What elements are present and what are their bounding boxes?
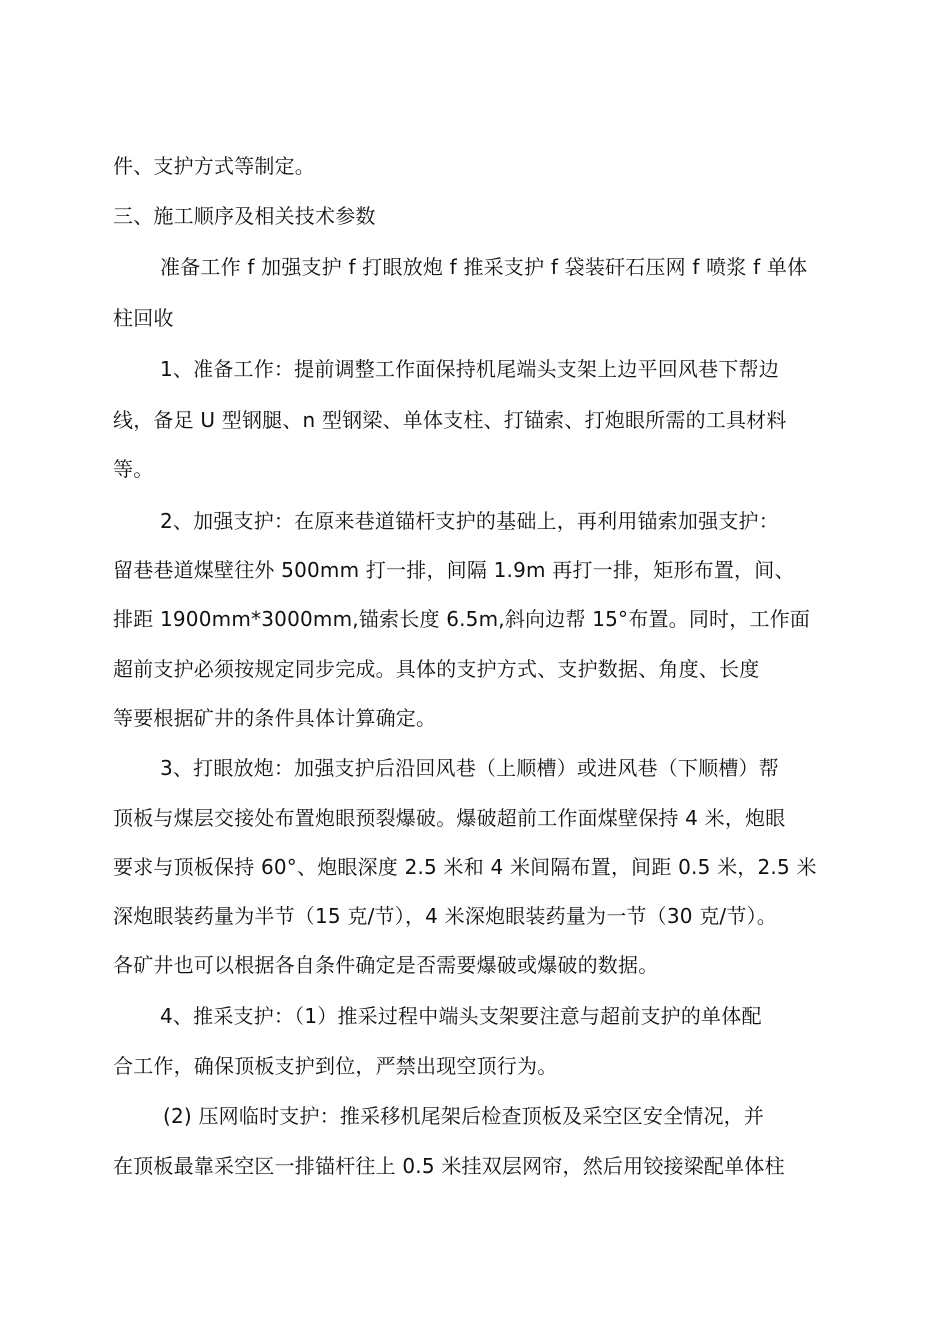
text-line: 1、准备工作：提前调整工作面保持机尾端头支架上边平回风巷下帮边 [160, 357, 779, 381]
text-line: 各矿井也可以根据各自条件确定是否需要爆破或爆破的数据。 [113, 953, 659, 977]
text-line: 留巷巷道煤壁往外 500mm 打一排，间隔 1.9m 再打一排，矩形布置，间、 [113, 558, 795, 582]
text-line: 件、支护方式等制定。 [113, 154, 315, 178]
text-line: 在顶板最靠采空区一排锚杆往上 0.5 米挂双层网帘，然后用铰接梁配单体柱 [113, 1154, 785, 1178]
text-line: 深炮眼装药量为半节（15 克/节），4 米深炮眼装药量为一节（30 克/节）。 [113, 904, 777, 928]
text-line: 柱回收 [113, 306, 174, 330]
text-line: 等要根据矿井的条件具体计算确定。 [113, 706, 437, 730]
section-heading: 三、施工顺序及相关技术参数 [113, 204, 376, 228]
text-line: 超前支护必须按规定同步完成。具体的支护方式、支护数据、角度、长度 [113, 657, 760, 681]
text-line: 等。 [113, 457, 154, 481]
text-line: 准备工作 f 加强支护 f 打眼放炮 f 推采支护 f 袋装矸石压网 f 喷浆 f 单体 [160, 255, 808, 279]
text-line: 顶板与煤层交接处布置炮眼预裂爆破。爆破超前工作面煤壁保持 4 米，炮眼 [113, 806, 786, 830]
text-line: 3、打眼放炮：加强支护后沿回风巷（上顺槽）或进风巷（下顺槽）帮 [160, 756, 779, 780]
text-line: (2) 压网临时支护：推采移机尾架后检查顶板及采空区安全情况，并 [163, 1104, 765, 1128]
text-line: 排距 1900mm*3000mm,锚索长度 6.5m,斜向边帮 15°布置。同时，工作面 [113, 607, 811, 631]
text-line: 线，备足 U 型钢腿、n 型钢梁、单体支柱、打锚索、打炮眼所需的工具材料 [113, 408, 787, 432]
text-line: 4、推采支护：（1）推采过程中端头支架要注意与超前支护的单体配 [160, 1004, 762, 1028]
text-line: 要求与顶板保持 60°、炮眼深度 2.5 米和 4 米间隔布置，间距 0.5 米，2.5 米 [113, 855, 817, 879]
text-line: 2、加强支护：在原来巷道锚杆支护的基础上，再利用锚索加强支护： [160, 509, 779, 533]
text-line: 合工作，确保顶板支护到位，严禁出现空顶行为。 [113, 1054, 558, 1078]
